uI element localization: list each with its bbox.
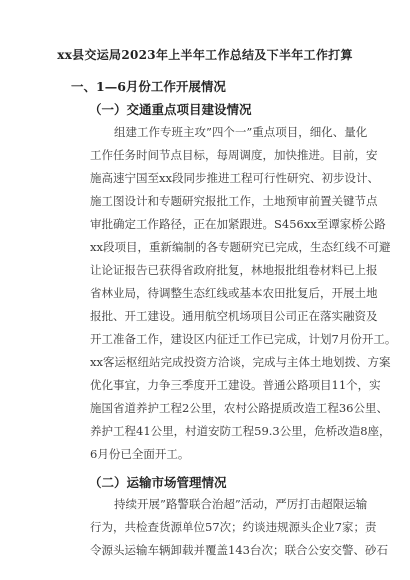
paragraph-line: 让论证报告已获得省政府批复，林地报批组卷材料已上报 — [90, 263, 378, 277]
paragraph-line: 优化事宜，力争三季度开工建设。普通公路项目11个，实 — [90, 378, 381, 392]
subsection-heading-transport: （二）运输市场管理情况 — [89, 475, 227, 490]
paragraph-line: 审批确定工作路径，正在加紧跟进。S456xx至谭家桥公路 — [90, 217, 386, 231]
paragraph-line: 施国省道养护工程2公里，农村公路提质改造工程36公里、 — [90, 401, 388, 415]
paragraph-line: 开工准备工作，建设区内征迁工作已完成，计划7月份开工。 — [90, 332, 397, 346]
paragraph-line: 行为，共检查货源单位57次；约谈违规源头企业7家；责 — [90, 520, 377, 534]
subsection-heading-project: （一）交通重点项目建设情况 — [89, 102, 252, 117]
paragraph-line: xx段项目，重新编制的各专题研究已完成，生态红线不可避 — [90, 240, 391, 254]
paragraph-line: 令源头运输车辆卸载并覆盖143台次；联合公安交警、砂石 — [90, 543, 388, 557]
section-heading: 一、1—6月份工作开展情况 — [71, 79, 226, 94]
paragraph-line: 施工图设计和专题研究报批工作，土地预审前置关键节点 — [90, 194, 378, 208]
paragraph-line: 工作任务时间节点目标，每周调度，加快推进。目前，安 — [90, 148, 378, 162]
paragraph-line: xx客运枢纽站完成投资方洽谈，完成与主体土地划拨、方案 — [90, 355, 391, 369]
document-title: xx县交运局2023年上半年工作总结及下半年工作打算 — [57, 48, 353, 62]
paragraph-line: 持续开展”路警联合治超”活动，严厉打击超限运输 — [114, 497, 368, 511]
paragraph-line: 省林业局，待调整生态红线或基本农田批复后，开展土地 — [90, 286, 378, 300]
paragraph-line: 报批、开工建设。通用航空机场项目公司正在落实融资及 — [90, 309, 378, 323]
paragraph-line: 养护工程41公里，村道安防工程59.3公里，危桥改造8座， — [90, 424, 391, 438]
paragraph-line: 施高速宁国至xx段同步推进工程可行性研究、初步设计、 — [90, 171, 379, 185]
paragraph-line: 组建工作专班主攻”四个一”重点项目，细化、量化 — [114, 125, 368, 139]
paragraph-line: 6月份已全面开工。 — [90, 447, 190, 461]
